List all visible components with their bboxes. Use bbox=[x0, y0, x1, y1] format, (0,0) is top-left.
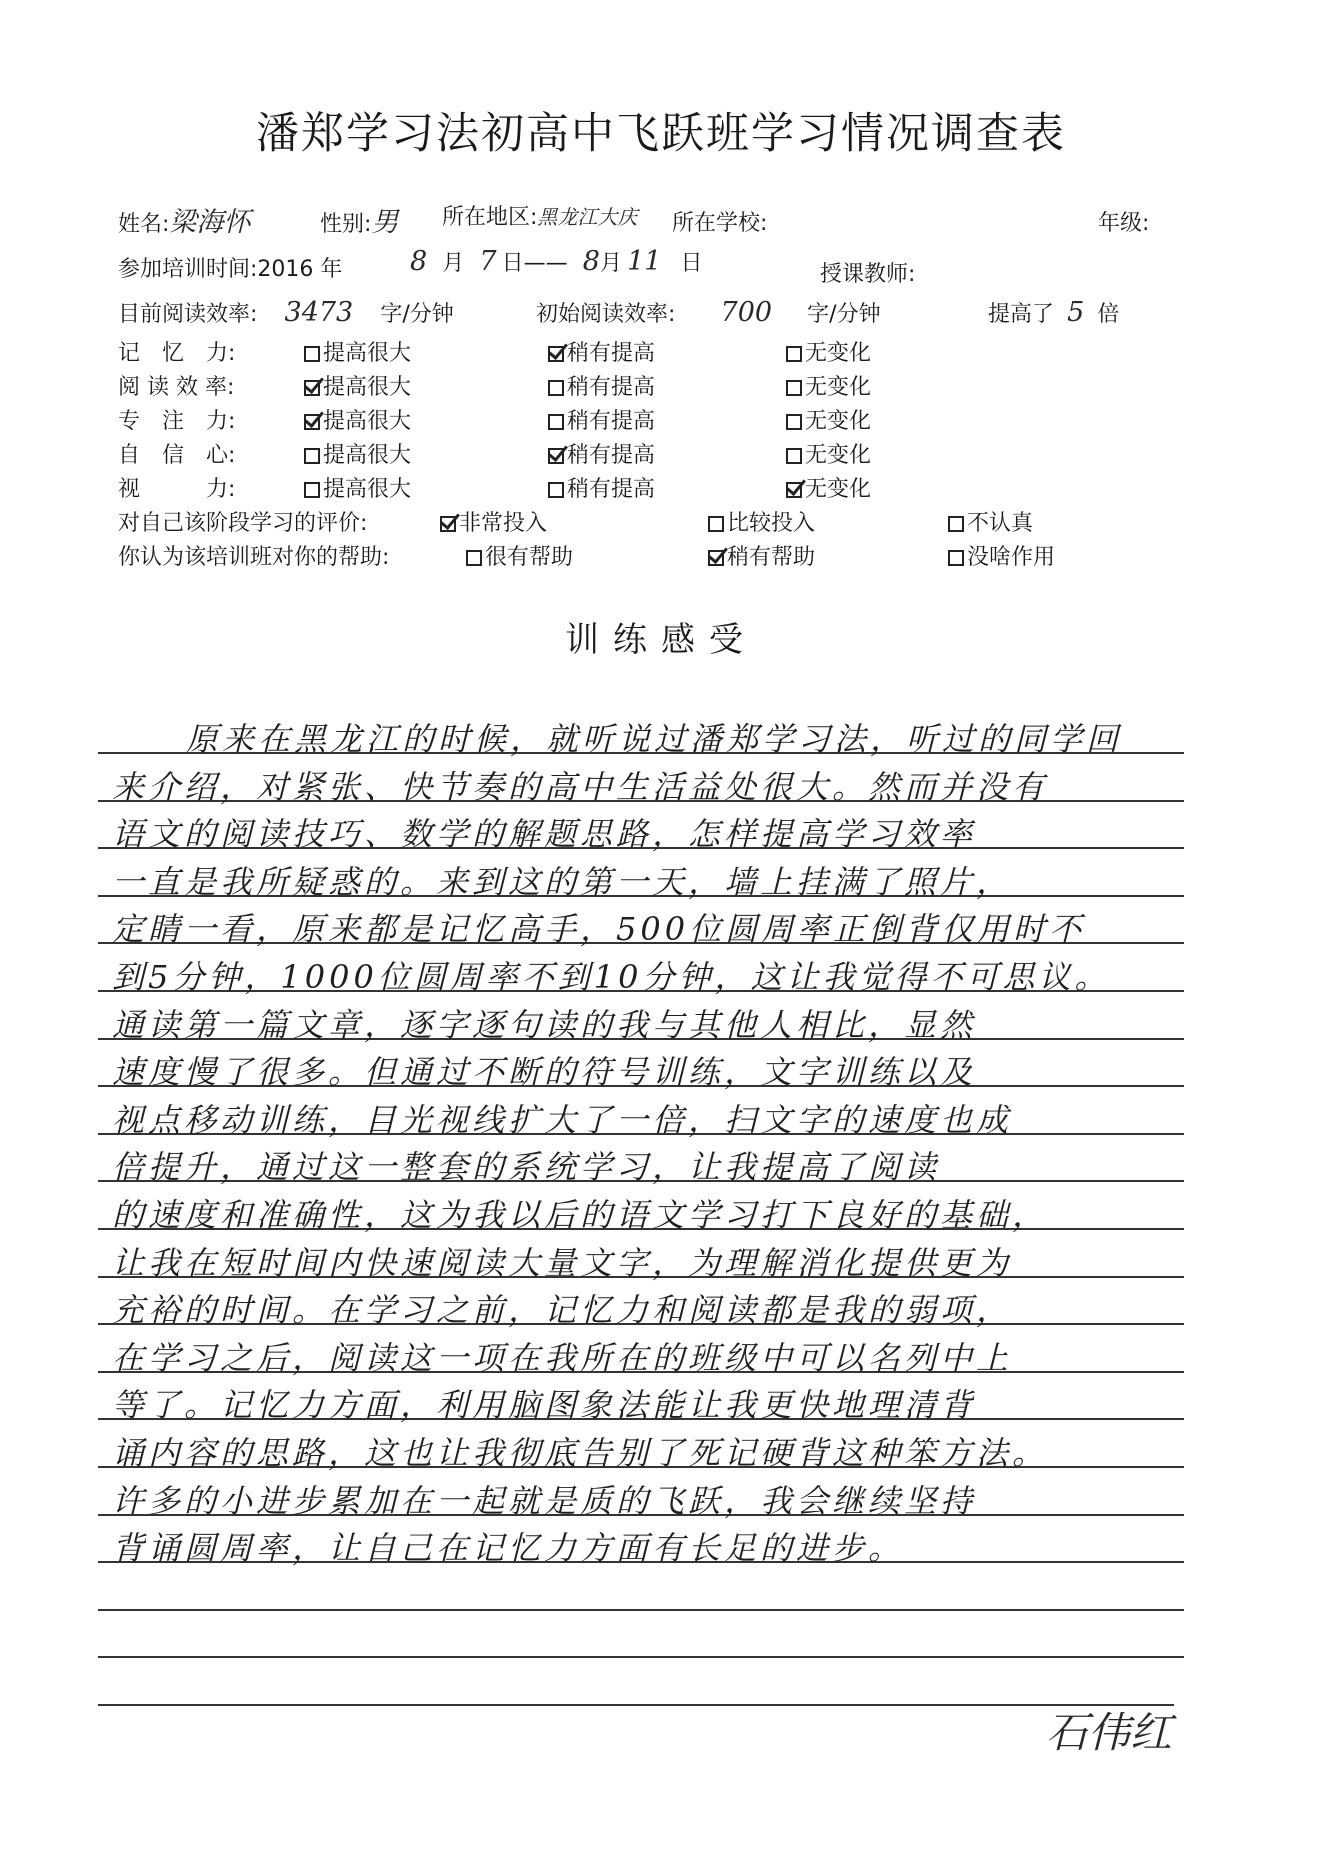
help-option[interactable] bbox=[466, 540, 573, 571]
essay-line: 一直是我所疑惑的。来到这的第一天，墙上挂满了照片， bbox=[112, 862, 1013, 901]
training-time-row bbox=[118, 252, 342, 283]
checkbox-icon[interactable] bbox=[548, 414, 564, 430]
rating-label: 阅 读 效 率: bbox=[118, 375, 235, 400]
checkbox-icon[interactable] bbox=[548, 482, 564, 498]
option-label: 稍有提高 bbox=[567, 409, 656, 434]
improve-value: 5 bbox=[1067, 297, 1085, 328]
initial-rate-label: 初始阅读效率: bbox=[536, 302, 676, 327]
end-day: 11 bbox=[627, 246, 662, 277]
checkbox-icon[interactable] bbox=[708, 516, 724, 532]
essay-line: 原来在黑龙江的时候，就听说过潘郑学习法，听过的同学回 bbox=[150, 720, 1123, 758]
option-label: 无变化 bbox=[805, 443, 872, 468]
essay-line: 等了。记忆力方面，利用脑图象法能让我更快地理清背 bbox=[112, 1386, 977, 1425]
region-field bbox=[442, 200, 637, 231]
option-label: 稍有提高 bbox=[567, 477, 656, 502]
rate-unit-2: 字/分钟 bbox=[807, 302, 881, 327]
rating-option[interactable] bbox=[304, 370, 411, 401]
rating-option[interactable] bbox=[548, 336, 655, 367]
option-label: 无变化 bbox=[805, 341, 872, 366]
essay-line: 通读第一篇文章，逐字逐句读的我与其他人相比，显然 bbox=[112, 1005, 977, 1044]
current-rate-field bbox=[118, 297, 454, 328]
help-option[interactable] bbox=[948, 540, 1055, 571]
essay-line: 倍提升，通过这一整套的系统学习，让我提高了阅读 bbox=[112, 1148, 941, 1187]
checkbox-icon[interactable] bbox=[548, 380, 564, 396]
checkbox-icon[interactable] bbox=[786, 346, 802, 362]
checkbox-icon[interactable] bbox=[948, 516, 964, 532]
option-label: 提高很大 bbox=[323, 443, 412, 468]
end-month: 8 bbox=[582, 246, 600, 277]
option-label: 稍有帮助 bbox=[727, 545, 816, 570]
initial-rate-value: 700 bbox=[720, 297, 773, 328]
start-month: 8 bbox=[410, 246, 428, 277]
essay-line: 诵内容的思路，这也让我彻底告别了死记硬背这种笨方法。 bbox=[112, 1434, 1049, 1472]
checkbox-icon[interactable] bbox=[786, 482, 802, 498]
name-value: 梁海怀 bbox=[169, 207, 251, 238]
option-label: 无变化 bbox=[805, 409, 872, 434]
teacher-label: 授课教师: bbox=[820, 262, 916, 287]
region-label: 所在地区: bbox=[442, 205, 538, 230]
evaluation-option[interactable] bbox=[440, 506, 547, 537]
current-rate-label: 目前阅读效率: bbox=[118, 302, 258, 327]
essay-line: 到5分钟，1000位圆周率不到10分钟，这让我觉得不可思议。 bbox=[112, 958, 1111, 996]
name-row bbox=[118, 200, 250, 239]
rating-option[interactable] bbox=[548, 472, 655, 503]
checkbox-icon[interactable] bbox=[786, 414, 802, 430]
essay-line: 的速度和准确性，这为我以后的语文学习打下良好的基础， bbox=[112, 1196, 1049, 1234]
end-month-char: 月 bbox=[599, 251, 622, 276]
month-char: 月 bbox=[442, 251, 465, 276]
checkbox-icon[interactable] bbox=[708, 550, 724, 566]
option-label: 无变化 bbox=[805, 375, 872, 400]
option-label: 没啥作用 bbox=[967, 545, 1056, 570]
help-option[interactable] bbox=[708, 540, 815, 571]
rating-label: 记 忆 力: bbox=[118, 341, 236, 366]
current-rate-value: 3473 bbox=[284, 297, 354, 328]
option-label: 提高很大 bbox=[323, 341, 412, 366]
essay-line: 充裕的时间。在学习之前，记忆力和阅读都是我的弱项， bbox=[112, 1291, 1013, 1330]
essay-line: 在学习之后，阅读这一项在我所在的班级中可以名列中上 bbox=[112, 1338, 1013, 1377]
rating-label: 视 力: bbox=[118, 477, 236, 502]
rating-option[interactable] bbox=[548, 370, 655, 401]
checkbox-icon[interactable] bbox=[304, 448, 320, 464]
ruled-line bbox=[98, 1609, 1184, 1611]
checkbox-icon[interactable] bbox=[304, 482, 320, 498]
essay-line: 速度慢了很多。但通过不断的符号训练，文字训练以及 bbox=[112, 1053, 977, 1092]
evaluation-option[interactable] bbox=[948, 506, 1033, 537]
evaluation-option[interactable] bbox=[708, 506, 815, 537]
gender-field bbox=[320, 200, 398, 239]
training-dates bbox=[410, 246, 703, 277]
initial-rate-field bbox=[536, 297, 881, 328]
improve-label: 提高了 bbox=[988, 302, 1055, 327]
rating-option[interactable] bbox=[548, 438, 655, 469]
improve-unit: 倍 bbox=[1097, 302, 1120, 327]
checkbox-icon[interactable] bbox=[786, 380, 802, 396]
training-label: 参加培训时间: bbox=[118, 257, 258, 282]
rate-unit: 字/分钟 bbox=[380, 302, 454, 327]
day-separator: 日—— bbox=[501, 251, 568, 276]
training-year: 2016 年 bbox=[257, 257, 343, 282]
end-day-char: 日 bbox=[680, 251, 703, 276]
checkbox-icon[interactable] bbox=[548, 346, 564, 362]
essay-line: 许多的小进步累加在一起就是质的飞跃，我会继续坚持 bbox=[112, 1481, 977, 1520]
section-heading: 训练感受 bbox=[565, 620, 757, 660]
rating-label: 自 信 心: bbox=[118, 443, 236, 468]
checkbox-icon[interactable] bbox=[304, 346, 320, 362]
option-label: 无变化 bbox=[805, 477, 872, 502]
option-label: 稍有提高 bbox=[567, 443, 656, 468]
option-label: 比较投入 bbox=[727, 511, 816, 536]
name-label: 姓名: bbox=[118, 212, 170, 237]
checkbox-icon[interactable] bbox=[786, 448, 802, 464]
rating-option[interactable] bbox=[786, 404, 871, 435]
option-label: 提高很大 bbox=[323, 375, 412, 400]
region-value: 黑龙江大庆 bbox=[537, 205, 638, 229]
rating-option[interactable] bbox=[786, 472, 871, 503]
checkbox-icon[interactable] bbox=[948, 550, 964, 566]
page-title: 潘郑学习法初高中飞跃班学习情况调查表 bbox=[256, 109, 1066, 159]
option-label: 不认真 bbox=[967, 511, 1034, 536]
checkbox-icon[interactable] bbox=[466, 550, 482, 566]
essay-line: 背诵圆周率，让自己在记忆力方面有长足的进步。 bbox=[112, 1529, 905, 1568]
rating-option[interactable] bbox=[786, 336, 871, 367]
checkbox-icon[interactable] bbox=[440, 516, 456, 532]
option-label: 稍有提高 bbox=[567, 375, 656, 400]
ruled-line bbox=[98, 1656, 1184, 1658]
rating-label: 专 注 力: bbox=[118, 409, 236, 434]
school-label: 所在学校: bbox=[672, 211, 768, 236]
signature: 石伟红 bbox=[1045, 1708, 1172, 1757]
rating-option[interactable] bbox=[304, 472, 411, 503]
rating-option[interactable] bbox=[786, 370, 871, 401]
improve-field bbox=[988, 297, 1119, 328]
evaluation-label: 对自己该阶段学习的评价: bbox=[118, 511, 368, 536]
essay-line: 视点移动训练，目光视线扩大了一倍，扫文字的速度也成 bbox=[112, 1100, 1013, 1139]
option-label: 提高很大 bbox=[323, 409, 412, 434]
option-label: 很有帮助 bbox=[485, 545, 574, 570]
rating-option[interactable] bbox=[304, 404, 411, 435]
essay-line: 语文的阅读技巧、数学的解题思路，怎样提高学习效率 bbox=[112, 815, 977, 854]
essay-line: 定睛一看，原来都是记忆高手，500位圆周率正倒背仅用时不 bbox=[112, 910, 1086, 949]
rating-option[interactable] bbox=[786, 438, 871, 469]
essay-line: 来介绍，对紧张、快节奏的高中生活益处很大。然而并没有 bbox=[112, 767, 1049, 806]
checkbox-icon[interactable] bbox=[304, 380, 320, 396]
option-label: 稍有提高 bbox=[567, 341, 656, 366]
rating-option[interactable] bbox=[548, 404, 655, 435]
start-day: 7 bbox=[479, 246, 497, 277]
grade-label: 年级: bbox=[1098, 211, 1150, 236]
option-label: 提高很大 bbox=[323, 477, 412, 502]
option-label: 非常投入 bbox=[459, 511, 548, 536]
checkbox-icon[interactable] bbox=[548, 448, 564, 464]
checkbox-icon[interactable] bbox=[304, 414, 320, 430]
gender-label: 性别: bbox=[320, 212, 372, 237]
rating-option[interactable] bbox=[304, 336, 411, 367]
ruled-line bbox=[98, 1704, 1174, 1706]
help-label: 你认为该培训班对你的帮助: bbox=[118, 545, 390, 570]
gender-value: 男 bbox=[371, 207, 399, 238]
rating-option[interactable] bbox=[304, 438, 411, 469]
essay-line: 让我在短时间内快速阅读大量文字，为理解消化提供更为 bbox=[112, 1243, 1013, 1282]
